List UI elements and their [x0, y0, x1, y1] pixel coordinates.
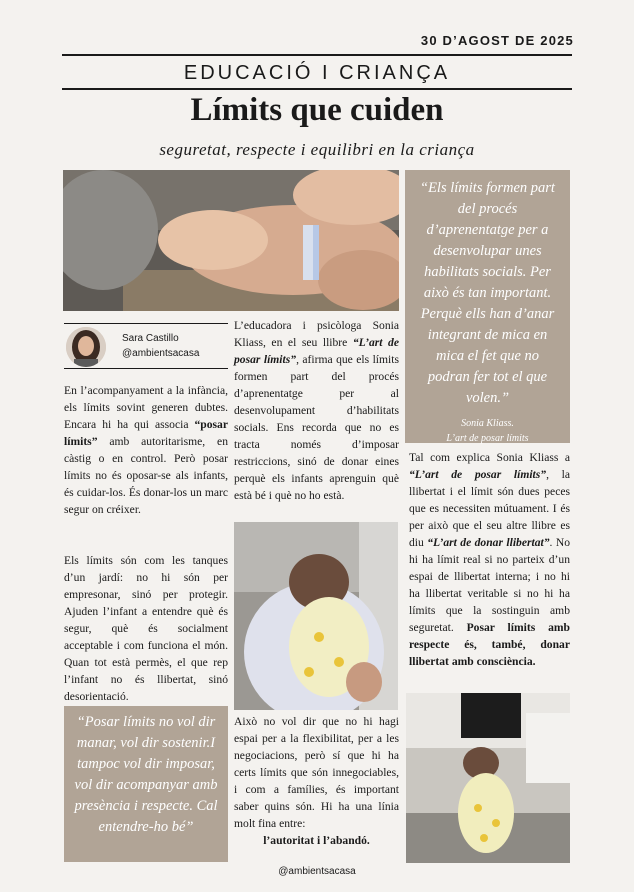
pull-quote-bottom-text: “Posar límits no vol dir manar, vol dir sostenir.I tampoc vol dir imposar, vol dir acompanyar amb presència i respecte. Cal entendre-ho bé” [74, 714, 218, 835]
column-1 [64, 382, 228, 518]
section-heading: EDUCACIÓ I CRIANÇA [183, 62, 451, 84]
column-2 [234, 317, 399, 504]
mother-child-photo [234, 522, 398, 710]
top-rule [62, 54, 572, 56]
col2-paragraph-1: L’educadora i psicòloga Sonia Kliass, en el seu llibre “L’art de posar límits”, afirma que els límits formen part del procés d’aprenentatge per al desenvolupament d’habilitats socials. Ens recorda que no es tracta només d’imposar restriccions, sinó de donar eines perquè els infants aprenguin què està bé i què no ho està. [234, 319, 399, 502]
pull-quote-top-author: Sonia Kliass. [461, 418, 514, 429]
section-rule [62, 88, 572, 90]
pull-quote-top-book: L’art de posar límits [446, 433, 529, 444]
issue-date: 30 D’AGOST DE 2025 [420, 33, 574, 48]
hands-photo [63, 170, 399, 311]
author-top-rule [64, 323, 228, 324]
article-subtitle: seguretat, respecte i equilibri en la criança [159, 140, 475, 159]
article-title: Límits que cuiden [190, 92, 444, 128]
col1-paragraph-2: Els límits són com les tanques d’un jardí: no hi són per empresonar, sinó per protegir. Ajuden l’infant a entendre què és segur, què és socialment acceptable i com funciona el món. Quan tot està permès, el que rep l’infant no és llibertat, sinó desorientació. [64, 554, 228, 703]
author-handle: @ambientsacasa [122, 348, 200, 359]
child-walking-photo [406, 693, 570, 863]
author-bottom-rule [64, 368, 228, 369]
author-name: Sara Castillo [122, 333, 179, 344]
pull-quote-top [405, 170, 570, 443]
col3-paragraph: Tal com explica Sonia Kliass a “L’art de posar límits”, la llibertat i el límit són dues peces que es necessiten mútuament. I és per això que el seu altre llibre es diu “L’art de donar llibertat”. No hi ha límit real si no parteix d’un espai de llibertat interna; i no hi ha llibertat veritable si no hi ha límits que la sostinguin amb seguretat. Posar límits amb respecte és, també, donar llibertat amb consciència. [409, 451, 571, 668]
column-2b [234, 713, 399, 849]
pull-quote-top-text: “Els límits formen part del procés d’aprenentatge per a desenvolupar unes habilitats socials. Per això és tan important. Perquè ells han d’anar integrant de mica en mica el fet que no podran fer tot el que volen.” [420, 180, 555, 406]
column-3 [409, 449, 570, 670]
col2-paragraph-2: Això no vol dir que no hi hagi espai per a la flexibilitat, per a les negociacions, però sí que hi ha certs límits que són innegociables, i com a famílies, és important saber quins són. Hi ha una línia molt fina entre: [234, 715, 399, 830]
avatar [66, 327, 106, 367]
col1-paragraph-1: En l’acompanyament a la infància, els límits sovint generen dubtes. Encara hi ha qui associa “posar límits” amb autoritarisme, en càstig o en control. Però posar límits no és oposar-se als infants, és cuidar-los. És donar-los un marc segur on créixer. [64, 384, 228, 516]
column-1b [64, 552, 228, 705]
col2-paragraph-2-end: l’autoritat i l’abandó. [263, 834, 370, 847]
footer-handle: @ambientsacasa [278, 866, 356, 877]
pull-quote-bottom [64, 706, 228, 862]
